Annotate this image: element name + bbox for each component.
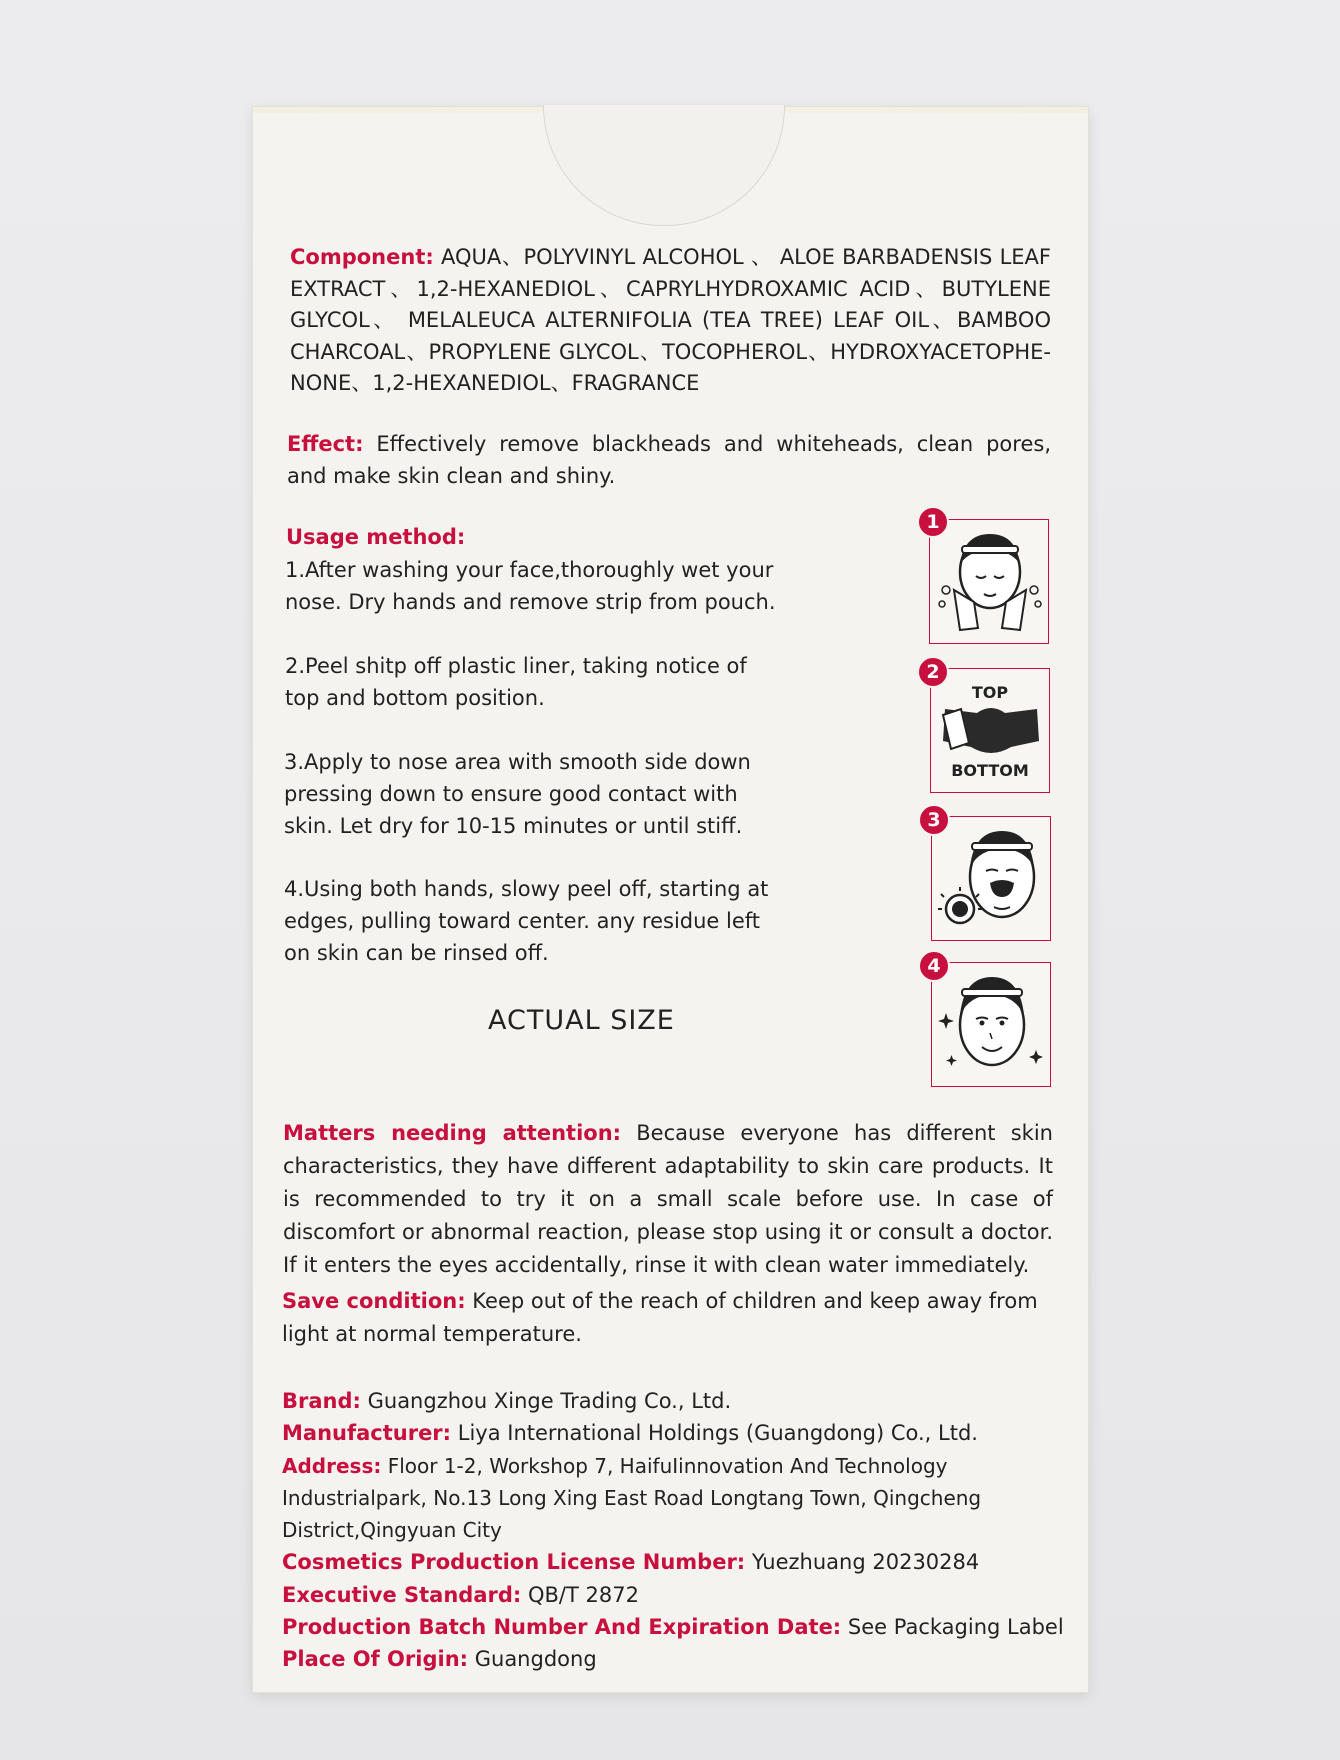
attention-label: Matters needing attention: — [283, 1121, 622, 1145]
actual-size-heading: ACTUAL SIZE — [488, 1005, 675, 1036]
info-value: See Packaging Label — [847, 1615, 1064, 1640]
usage-figure-1 — [929, 519, 1049, 644]
face-washing-icon — [930, 520, 1048, 643]
info-value: QB/T 2872 — [527, 1582, 639, 1607]
usage-label: Usage method: — [286, 525, 466, 549]
strip-top-label: TOP — [971, 683, 1009, 702]
manufacturer-info — [282, 1385, 1072, 1676]
strip-bottom-label: BOTTOM — [951, 761, 1029, 780]
step-badge-4: 4 — [918, 950, 950, 982]
effect-label: Effect: — [287, 432, 364, 456]
effect-section — [287, 429, 1051, 492]
attention-section — [283, 1117, 1053, 1282]
info-label: Brand: — [282, 1389, 361, 1413]
effect-text: Effectively remove blackheads and whiteheads, clean pores, and make skin clean and shiny. — [287, 432, 1051, 488]
info-value: Liya International Holdings (Guangdong) Co., Ltd. — [457, 1421, 978, 1446]
info-label: Place Of Origin: — [282, 1647, 469, 1672]
component-section — [290, 242, 1051, 400]
component-label: Component: — [290, 245, 434, 269]
attention-text: Because everyone has different skin characteristics, they have different adaptability to skin care products. It is recommended to try it on a small scale before use. In case of discomfort or abnormal reaction, please stop using it or consult a doctor. If it enters the eyes accidentally, rinse it with clean water immediately. — [283, 1121, 1053, 1277]
component-text: AQUA、POLYVINYL ALCOHOL 、 ALOE BARBADENSIS LEAF EXTRACT、1,2-HEXANEDIOL、CAPRYLHYDROXAMIC ACID、BUTYLENE GLYCOL、 MELALEUCA ALTERNIFOLIA (TEA TREE) LEAF OIL、BAMBOO CHARCOAL、PROPYLENE GLYCOL、TOCOPHEROL、HYDROXYACETOPHE-NONE、1,2-HEXANEDIOL、FRAGRANCE — [290, 245, 1051, 395]
package-back-panel — [253, 107, 1088, 1692]
info-label: Address: — [282, 1453, 382, 1478]
info-label: Manufacturer: — [282, 1421, 452, 1446]
usage-step-4: 4.Using both hands, slowy peel off, starting at edges, pulling toward center. any residue left on skin can be rinsed off. — [284, 877, 769, 965]
save-label: Save condition: — [282, 1289, 466, 1313]
info-manufacturer — [282, 1417, 1072, 1449]
info-standard — [282, 1579, 1072, 1611]
info-value: Guangdong — [474, 1647, 597, 1672]
clean-face-sparkle-icon — [932, 963, 1050, 1086]
face-with-strip-timer-icon — [932, 817, 1050, 940]
info-value: Yuezhuang 20230284 — [751, 1550, 980, 1575]
step-badge-1: 1 — [917, 506, 949, 538]
usage-figure-2 — [930, 668, 1050, 793]
info-label: Production Batch Number And Expiration Date: — [282, 1615, 842, 1640]
info-value: Floor 1-2, Workshop 7, HaifuIinnovation And Technology Industrialpark, No.13 Long Xing East Road Longtang Town, Qingcheng District,Qingyuan City — [282, 1453, 982, 1543]
info-batch — [282, 1611, 1072, 1643]
info-value: Guangzhou Xinge Trading Co., Ltd. — [367, 1389, 732, 1413]
info-origin — [282, 1643, 1072, 1675]
step-badge-3: 3 — [918, 804, 950, 836]
info-label: Cosmetics Production License Number: — [282, 1550, 746, 1575]
usage-step-3: 3.Apply to nose area with smooth side down pressing down to ensure good contact with skin. Let dry for 10-15 minutes or until stiff. — [284, 750, 751, 838]
usage-section — [286, 522, 465, 554]
info-label: Executive Standard: — [282, 1582, 522, 1607]
step-badge-2: 2 — [917, 656, 949, 688]
info-brand — [282, 1385, 1072, 1417]
usage-figure-4 — [931, 962, 1051, 1087]
usage-step-2: 2.Peel shitp off plastic liner, taking notice of top and bottom position. — [285, 654, 747, 710]
info-address — [282, 1450, 1072, 1547]
usage-figure-3 — [931, 816, 1051, 941]
usage-step-1: 1.After washing your face,thoroughly wet your nose. Dry hands and remove strip from pouch. — [285, 558, 776, 614]
thumb-notch — [543, 105, 785, 226]
info-license — [282, 1546, 1072, 1578]
save-section — [282, 1285, 1057, 1351]
save-text: Keep out of the reach of children and keep away from light at normal temperature. — [282, 1289, 1038, 1346]
